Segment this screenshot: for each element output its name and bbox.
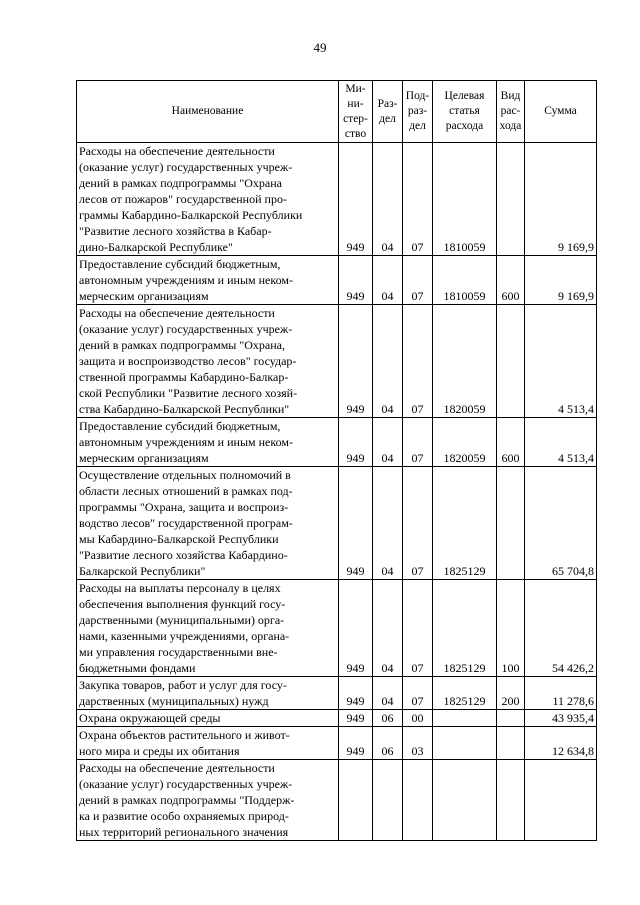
row-expense-type: 600 — [497, 256, 525, 305]
row-name: Закупка товаров, работ и услуг для госу- дарственных (муниципальных) нужд — [77, 677, 339, 710]
row-amount — [525, 760, 597, 841]
row-target-article: 1825129 — [433, 467, 497, 580]
row-subsection: 07 — [403, 143, 433, 256]
row-ministry: 949 — [339, 256, 373, 305]
row-target-article — [433, 760, 497, 841]
row-ministry: 949 — [339, 677, 373, 710]
row-name: Расходы на выплаты персоналу в целях обеспечения выполнения функций госу- дарственными (муниципальными) орга- нами, казенными учреждениями, органа- ми управления государственными вне- бюджетными фондами — [77, 580, 339, 677]
row-ministry: 949 — [339, 727, 373, 760]
row-section: 04 — [373, 677, 403, 710]
row-section: 04 — [373, 418, 403, 467]
header-expense-type: Вид рас- хода — [497, 81, 525, 143]
row-ministry — [339, 760, 373, 841]
row-expense-type — [497, 710, 525, 727]
header-section: Раз- дел — [373, 81, 403, 143]
row-name: Охрана окружающей среды — [77, 710, 339, 727]
row-name: Расходы на обеспечение деятельности (оказание услуг) государственных учреж- дений в рамках подпрограммы "Охрана, защита и воспроизводство лесов" государ- ственной программы Кабардино-Балкар- ской Республики "Развитие лесного хозяй- ства Кабардино-Балкарской Республики" — [77, 305, 339, 418]
row-section: 04 — [373, 467, 403, 580]
table-row — [77, 467, 597, 580]
row-section: 06 — [373, 727, 403, 760]
header-name: Наименование — [77, 81, 339, 143]
row-amount: 9 169,9 — [525, 143, 597, 256]
row-expense-type — [497, 727, 525, 760]
row-section: 04 — [373, 305, 403, 418]
row-subsection: 07 — [403, 580, 433, 677]
row-subsection: 07 — [403, 418, 433, 467]
row-ministry: 949 — [339, 467, 373, 580]
row-amount: 9 169,9 — [525, 256, 597, 305]
row-amount: 65 704,8 — [525, 467, 597, 580]
row-target-article — [433, 710, 497, 727]
row-ministry: 949 — [339, 305, 373, 418]
header-ministry: Ми- ни- стер- ство — [339, 81, 373, 143]
header-subsection: Под- раз- дел — [403, 81, 433, 143]
table-row — [77, 580, 597, 677]
table-row — [77, 710, 597, 727]
row-expense-type — [497, 467, 525, 580]
row-subsection: 03 — [403, 727, 433, 760]
table-row — [77, 418, 597, 467]
row-target-article: 1810059 — [433, 256, 497, 305]
table-header-row — [77, 81, 597, 143]
row-amount: 12 634,8 — [525, 727, 597, 760]
row-expense-type — [497, 305, 525, 418]
row-ministry: 949 — [339, 418, 373, 467]
row-amount: 11 278,6 — [525, 677, 597, 710]
row-name: Предоставление субсидий бюджетным, автономным учреждениям и иным неком- мерческим организациям — [77, 256, 339, 305]
row-target-article: 1810059 — [433, 143, 497, 256]
row-target-article: 1825129 — [433, 677, 497, 710]
row-ministry: 949 — [339, 710, 373, 727]
row-section: 04 — [373, 580, 403, 677]
row-name: Охрана объектов растительного и живот- ного мира и среды их обитания — [77, 727, 339, 760]
header-target-article: Целевая статья расхода — [433, 81, 497, 143]
table-row — [77, 305, 597, 418]
row-expense-type: 200 — [497, 677, 525, 710]
row-ministry: 949 — [339, 143, 373, 256]
row-section: 04 — [373, 256, 403, 305]
table-row — [77, 727, 597, 760]
row-amount: 4 513,4 — [525, 418, 597, 467]
row-name: Расходы на обеспечение деятельности (оказание услуг) государственных учреж- дений в рамках подпрограммы "Охрана лесов от пожаров" государственной про- граммы Кабардино-Балкарской Республики "Развитие лесного хозяйства в Кабар- дино-Балкарской Республике" — [77, 143, 339, 256]
row-expense-type — [497, 760, 525, 841]
header-amount: Сумма — [525, 81, 597, 143]
row-expense-type — [497, 143, 525, 256]
page-number: 49 — [313, 40, 327, 55]
row-target-article: 1820059 — [433, 305, 497, 418]
row-section — [373, 760, 403, 841]
budget-table — [76, 80, 597, 841]
row-amount: 54 426,2 — [525, 580, 597, 677]
row-name: Расходы на обеспечение деятельности (оказание услуг) государственных учреж- дений в рамках подпрограммы "Поддерж- ка и развитие особо охраняемых природ- ных территорий регионального значения — [77, 760, 339, 841]
row-target-article: 1820059 — [433, 418, 497, 467]
row-subsection — [403, 760, 433, 841]
row-amount: 43 935,4 — [525, 710, 597, 727]
table-row — [77, 143, 597, 256]
row-amount: 4 513,4 — [525, 305, 597, 418]
row-subsection: 00 — [403, 710, 433, 727]
row-expense-type: 100 — [497, 580, 525, 677]
row-section: 06 — [373, 710, 403, 727]
table-row — [77, 760, 597, 841]
row-target-article — [433, 727, 497, 760]
row-name: Осуществление отдельных полномочий в области лесных отношений в рамках под- программы "Охрана, защита и воспроиз- водство лесов" государственной програм- мы Кабардино-Балкарской Республики "Развитие лесного хозяйства Кабардино- Балкарской Республики" — [77, 467, 339, 580]
row-expense-type: 600 — [497, 418, 525, 467]
row-subsection: 07 — [403, 467, 433, 580]
row-subsection: 07 — [403, 305, 433, 418]
row-ministry: 949 — [339, 580, 373, 677]
table-row — [77, 256, 597, 305]
row-subsection: 07 — [403, 677, 433, 710]
row-name: Предоставление субсидий бюджетным, автономным учреждениям и иным неком- мерческим организациям — [77, 418, 339, 467]
table-row — [77, 677, 597, 710]
row-target-article: 1825129 — [433, 580, 497, 677]
row-subsection: 07 — [403, 256, 433, 305]
row-section: 04 — [373, 143, 403, 256]
